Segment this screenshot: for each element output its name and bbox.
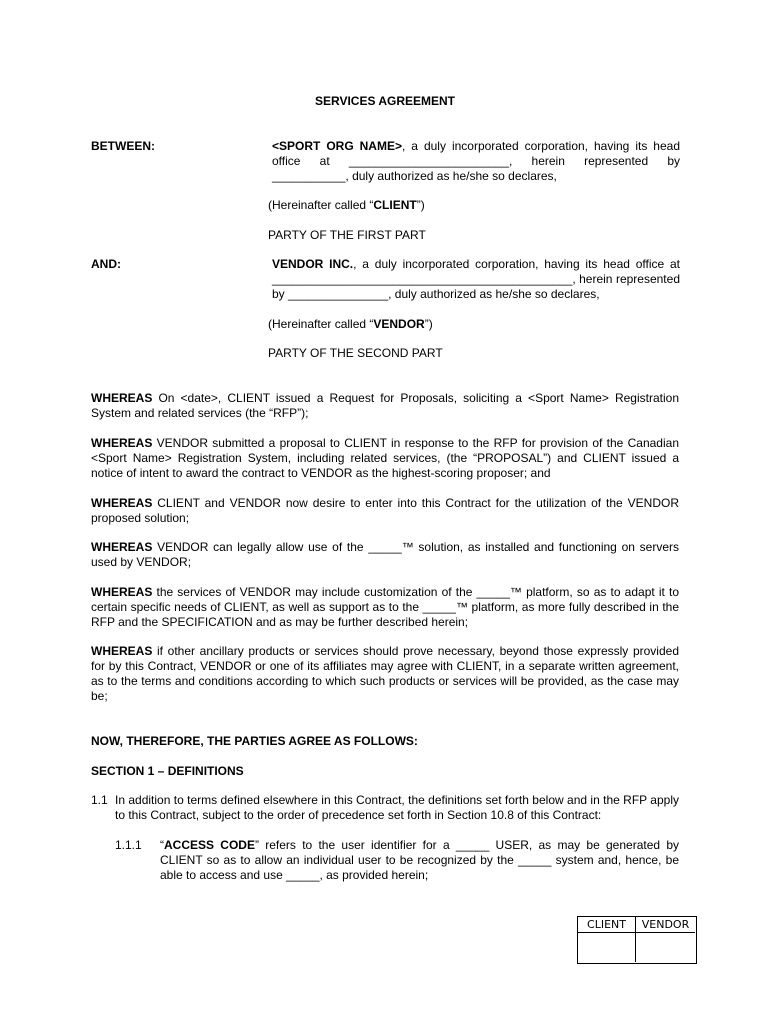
whereas-clause-2: WHEREAS VENDOR submitted a proposal to CLIENT in response to the RFP for provision of the Canadian <Sport Name> Registration System, including related services, (the “PROPOSAL”) and CLIENT issued a notice of intent to award the contract to VENDOR as the highest-scoring proposer; and <box>91 436 679 480</box>
access-code-term: ACCESS CODE <box>164 838 255 852</box>
client-party-description <box>272 139 680 169</box>
initials-vendor-cell <box>636 933 695 962</box>
clause-1-1-1-number: 1.1.1 <box>115 838 142 852</box>
initials-box <box>577 916 697 964</box>
initials-vendor-header: VENDOR <box>636 917 695 933</box>
between-label: BETWEEN: <box>91 139 155 153</box>
whereas-clause-3: WHEREAS CLIENT and VENDOR now desire to enter into this Contract for the utilization of the VENDOR proposed solution; <box>91 496 679 525</box>
whereas-clause-4: WHEREAS VENDOR can legally allow use of the _____™ solution, as installed and functioning on servers used by VENDOR; <box>91 540 679 569</box>
initials-client-cell <box>578 933 636 962</box>
vendor-org-name: VENDOR INC. <box>272 257 354 271</box>
whereas-clause-1: WHEREAS On <date>, CLIENT issued a Request for Proposals, soliciting a <Sport Name> Registration System and related services (the “RFP”); <box>91 391 679 420</box>
client-line-1: <SPORT ORG NAME>, a duly incorporated corporation, having its head <box>272 139 680 153</box>
client-defined-term: CLIENT <box>373 198 417 212</box>
client-org-name: <SPORT ORG NAME> <box>272 139 402 153</box>
client-party-label: PARTY OF THE FIRST PART <box>268 228 426 242</box>
section-1-heading: SECTION 1 – DEFINITIONS <box>91 764 244 778</box>
and-label: AND: <box>91 257 121 271</box>
vendor-party-description <box>272 257 680 287</box>
document-title: SERVICES AGREEMENT <box>314 94 456 108</box>
vendor-line-3: by _______________, duly authorized as he/she so declares, <box>272 287 600 301</box>
clause-1-1-number: 1.1 <box>91 793 108 807</box>
client-line-3: ___________, duly authorized as he/she so declares, <box>272 169 557 183</box>
vendor-line-1: VENDOR INC., a duly incorporated corporation, having its head office at <box>272 257 680 271</box>
clause-1-1-1-text: “ACCESS CODE” refers to the user identifier for a _____ USER, as may be generated by CLIENT so as to allow an individual user to be recognized by the _____ system and, hence, be able to access and use _____, as provided herein; <box>160 838 680 882</box>
client-line-2: office at ________________________, herein represented by <box>272 154 680 168</box>
now-therefore-heading: NOW, THEREFORE, THE PARTIES AGREE AS FOLLOWS: <box>91 734 418 748</box>
vendor-defined-term: VENDOR <box>373 317 425 331</box>
whereas-clause-6: WHEREAS if other ancillary products or services should prove necessary, beyond those expressly provided for by this Contract, VENDOR or one of its affiliates may agree with CLIENT, in a separate written agreement, as to the terms and conditions according to which such products or services will be provided, as the case may be; <box>91 644 679 703</box>
clause-1-1-text: In addition to terms defined elsewhere in this Contract, the definitions set forth below and in the RFP apply to this Contract, subject to the order of precedence set forth in Section 10.8 of this Contract: <box>115 793 679 822</box>
client-hereinafter: (Hereinafter called “CLIENT”) <box>268 198 425 212</box>
whereas-clause-5: WHEREAS the services of VENDOR may include customization of the _____™ platform, so as to adapt it to certain specific needs of CLIENT, as well as support as to the _____™ platform, as more fully described in the RFP and the SPECIFICATION and as may be further described herein; <box>91 585 679 629</box>
vendor-line-2: _____________________________________________, herein represented <box>272 272 680 286</box>
initials-client-header: CLIENT <box>578 917 636 933</box>
vendor-party-label: PARTY OF THE SECOND PART <box>268 346 443 360</box>
vendor-hereinafter: (Hereinafter called “VENDOR”) <box>268 317 433 331</box>
